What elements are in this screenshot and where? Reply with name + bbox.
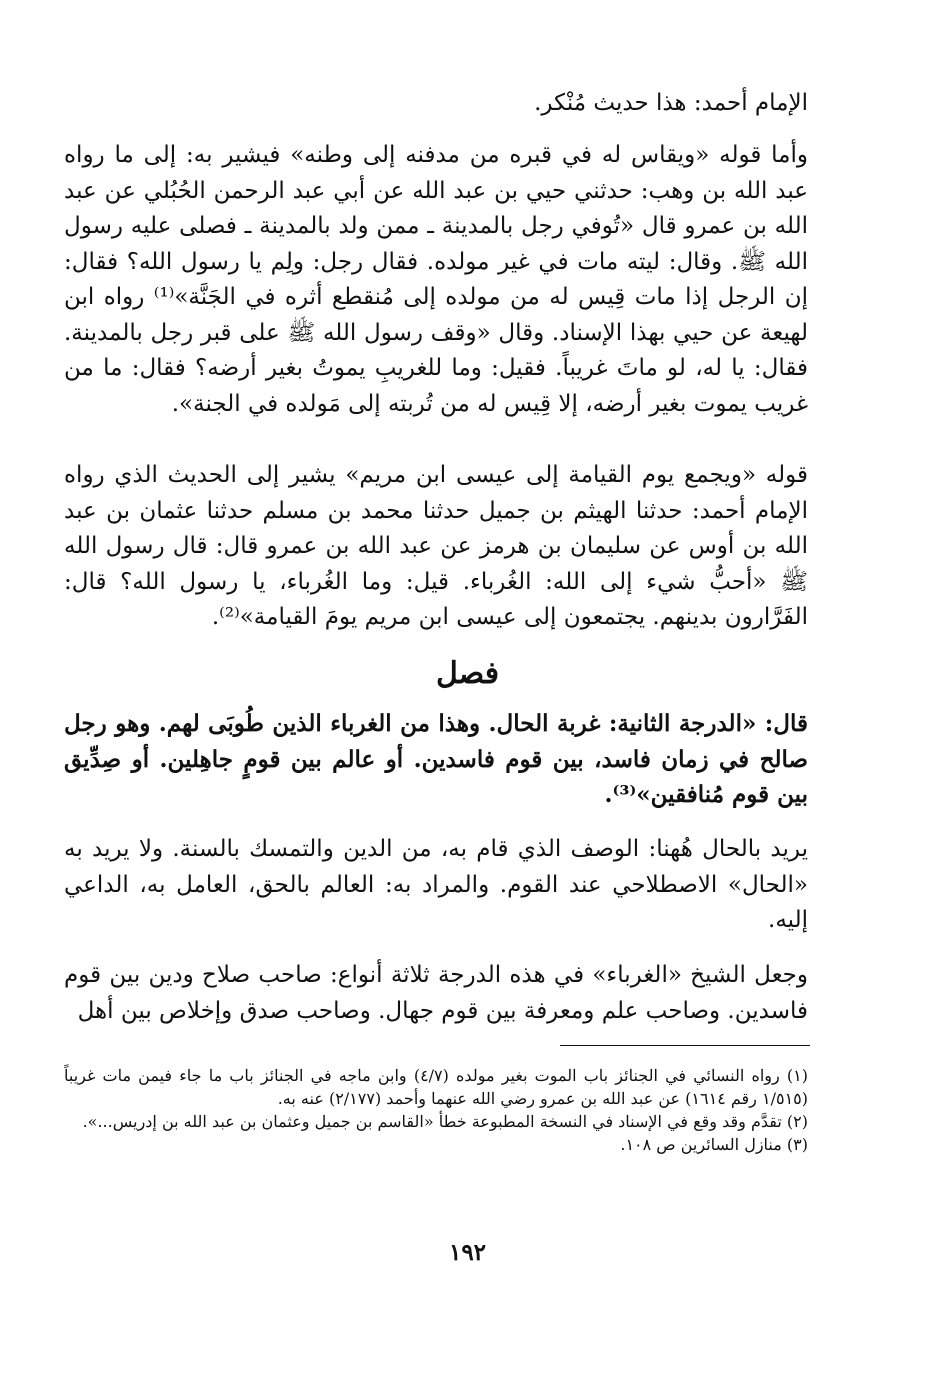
paragraph-6: وجعل الشيخ «الغرباء» في هذه الدرجة ثلاثة أنواع: صاحب صلاح ودين بين قوم فاسدين. وصاحب علم ومعرفة بين قوم جهال. وصاحب صدق وإخلاص بين أهل [64, 962, 808, 1024]
section-heading: فصل [435, 656, 500, 691]
footnotes [64, 1064, 808, 1156]
paragraph-5: يريد بالحال هُهنا: الوصف الذي قام به، من الدين والتمسك بالسنة. ولا يريد به «الحال» الاصطلاحي عند القوم. والمراد به: العالم بالحق، العامل به، الداعي إليه. [64, 836, 808, 933]
paragraph-4-block [64, 706, 808, 813]
paragraph-1: الإمام أحمد: هذا حديث مُنْكر. [534, 90, 808, 116]
footnote-3: (٣) منازل السائرين ص ١٠٨. [620, 1135, 808, 1154]
footnote-1: (١) رواه النسائي في الجنائز باب الموت بغير مولده (٤/٧) وابن ماجه في الجنائز باب ما جاء فيمن مات غريباً (١/٥١٥ رقم ١٦١٤) عن عبد الله بن عمرو رضي الله عنهما وأحمد (٢/١٧٧) عنه به. [64, 1066, 808, 1108]
paragraph-2: وأما قوله «ويقاس له في قبره من مدفنه إلى وطنه» فيشير به: إلى ما رواه عبد الله بن وهب: حدثني حيي بن عبد الله عن أبي عبد الرحمن الحُبُلي عن عبد الله بن عمرو قال «تُوفي رجل بالمدينة ـ ممن ولد بالمدينة ـ فصلى عليه رسول الله ﷺ. وقال: ليته مات في غير مولده. فقال رجل: ولِم يا رسول الله؟ فقال: إن الرجل إذا مات قِيس له من مولده إلى مُنقطع أثره في الجَنَّة»⁽¹⁾ رواه ابن لهيعة عن حيي بهذا الإسناد. وقال «وقف رسول الله ﷺ على قبر رجل بالمدينة. فقال: يا له، لو ماتَ غريباً. فقيل: وما للغريبِ يموتُ بغير أرضه؟ فقال: ما من غريب يموت بغير أرضه، إلا قِيس له من تُربته إلى مَولده في الجنة». [64, 142, 808, 417]
paragraph-3-block [64, 458, 808, 636]
footnote-2: (٢) تقدَّم وقد وقع في الإسناد في النسخة المطبوعة خطأ «القاسم بن جميل وعثمان بن عبد الله بن إدريس...». [82, 1112, 808, 1131]
footnote-divider [560, 1045, 810, 1046]
paragraph-6-block [64, 958, 808, 1029]
paragraph-4-quote: قال: «الدرجة الثانية: غربة الحال. وهذا من الغرباء الذين طُوبَى لهم. وهو رجل صالح في زمان فاسد، بين قوم فاسدين. أو عالم بين قومٍ جاهِلين. أو صِدِّيق بين قوم مُنافقين»⁽³⁾. [64, 710, 808, 808]
page-number: ١٩٢ [448, 1239, 487, 1266]
paragraph-2-block [64, 138, 808, 422]
paragraph-3: قوله «ويجمع يوم القيامة إلى عيسى ابن مريم» يشير إلى الحديث الذي رواه الإمام أحمد: حدثنا الهيثم بن جميل حدثنا محمد بن مسلم حدثنا عثمان بن عبد الله بن أوس عن سليمان بن هرمز عن عبد الله بن عمرو قال: قال رسول الله ﷺ «أحبُّ شيء إلى الله: الغُرباء. قيل: وما الغُرباء، يا رسول الله؟ قال: الفَرَّارون بدينهم. يجتمعون إلى عيسى ابن مريم يومَ القيامة»⁽²⁾. [64, 462, 808, 630]
paragraph-5-block [64, 832, 808, 939]
paragraph-1-block [64, 86, 808, 122]
